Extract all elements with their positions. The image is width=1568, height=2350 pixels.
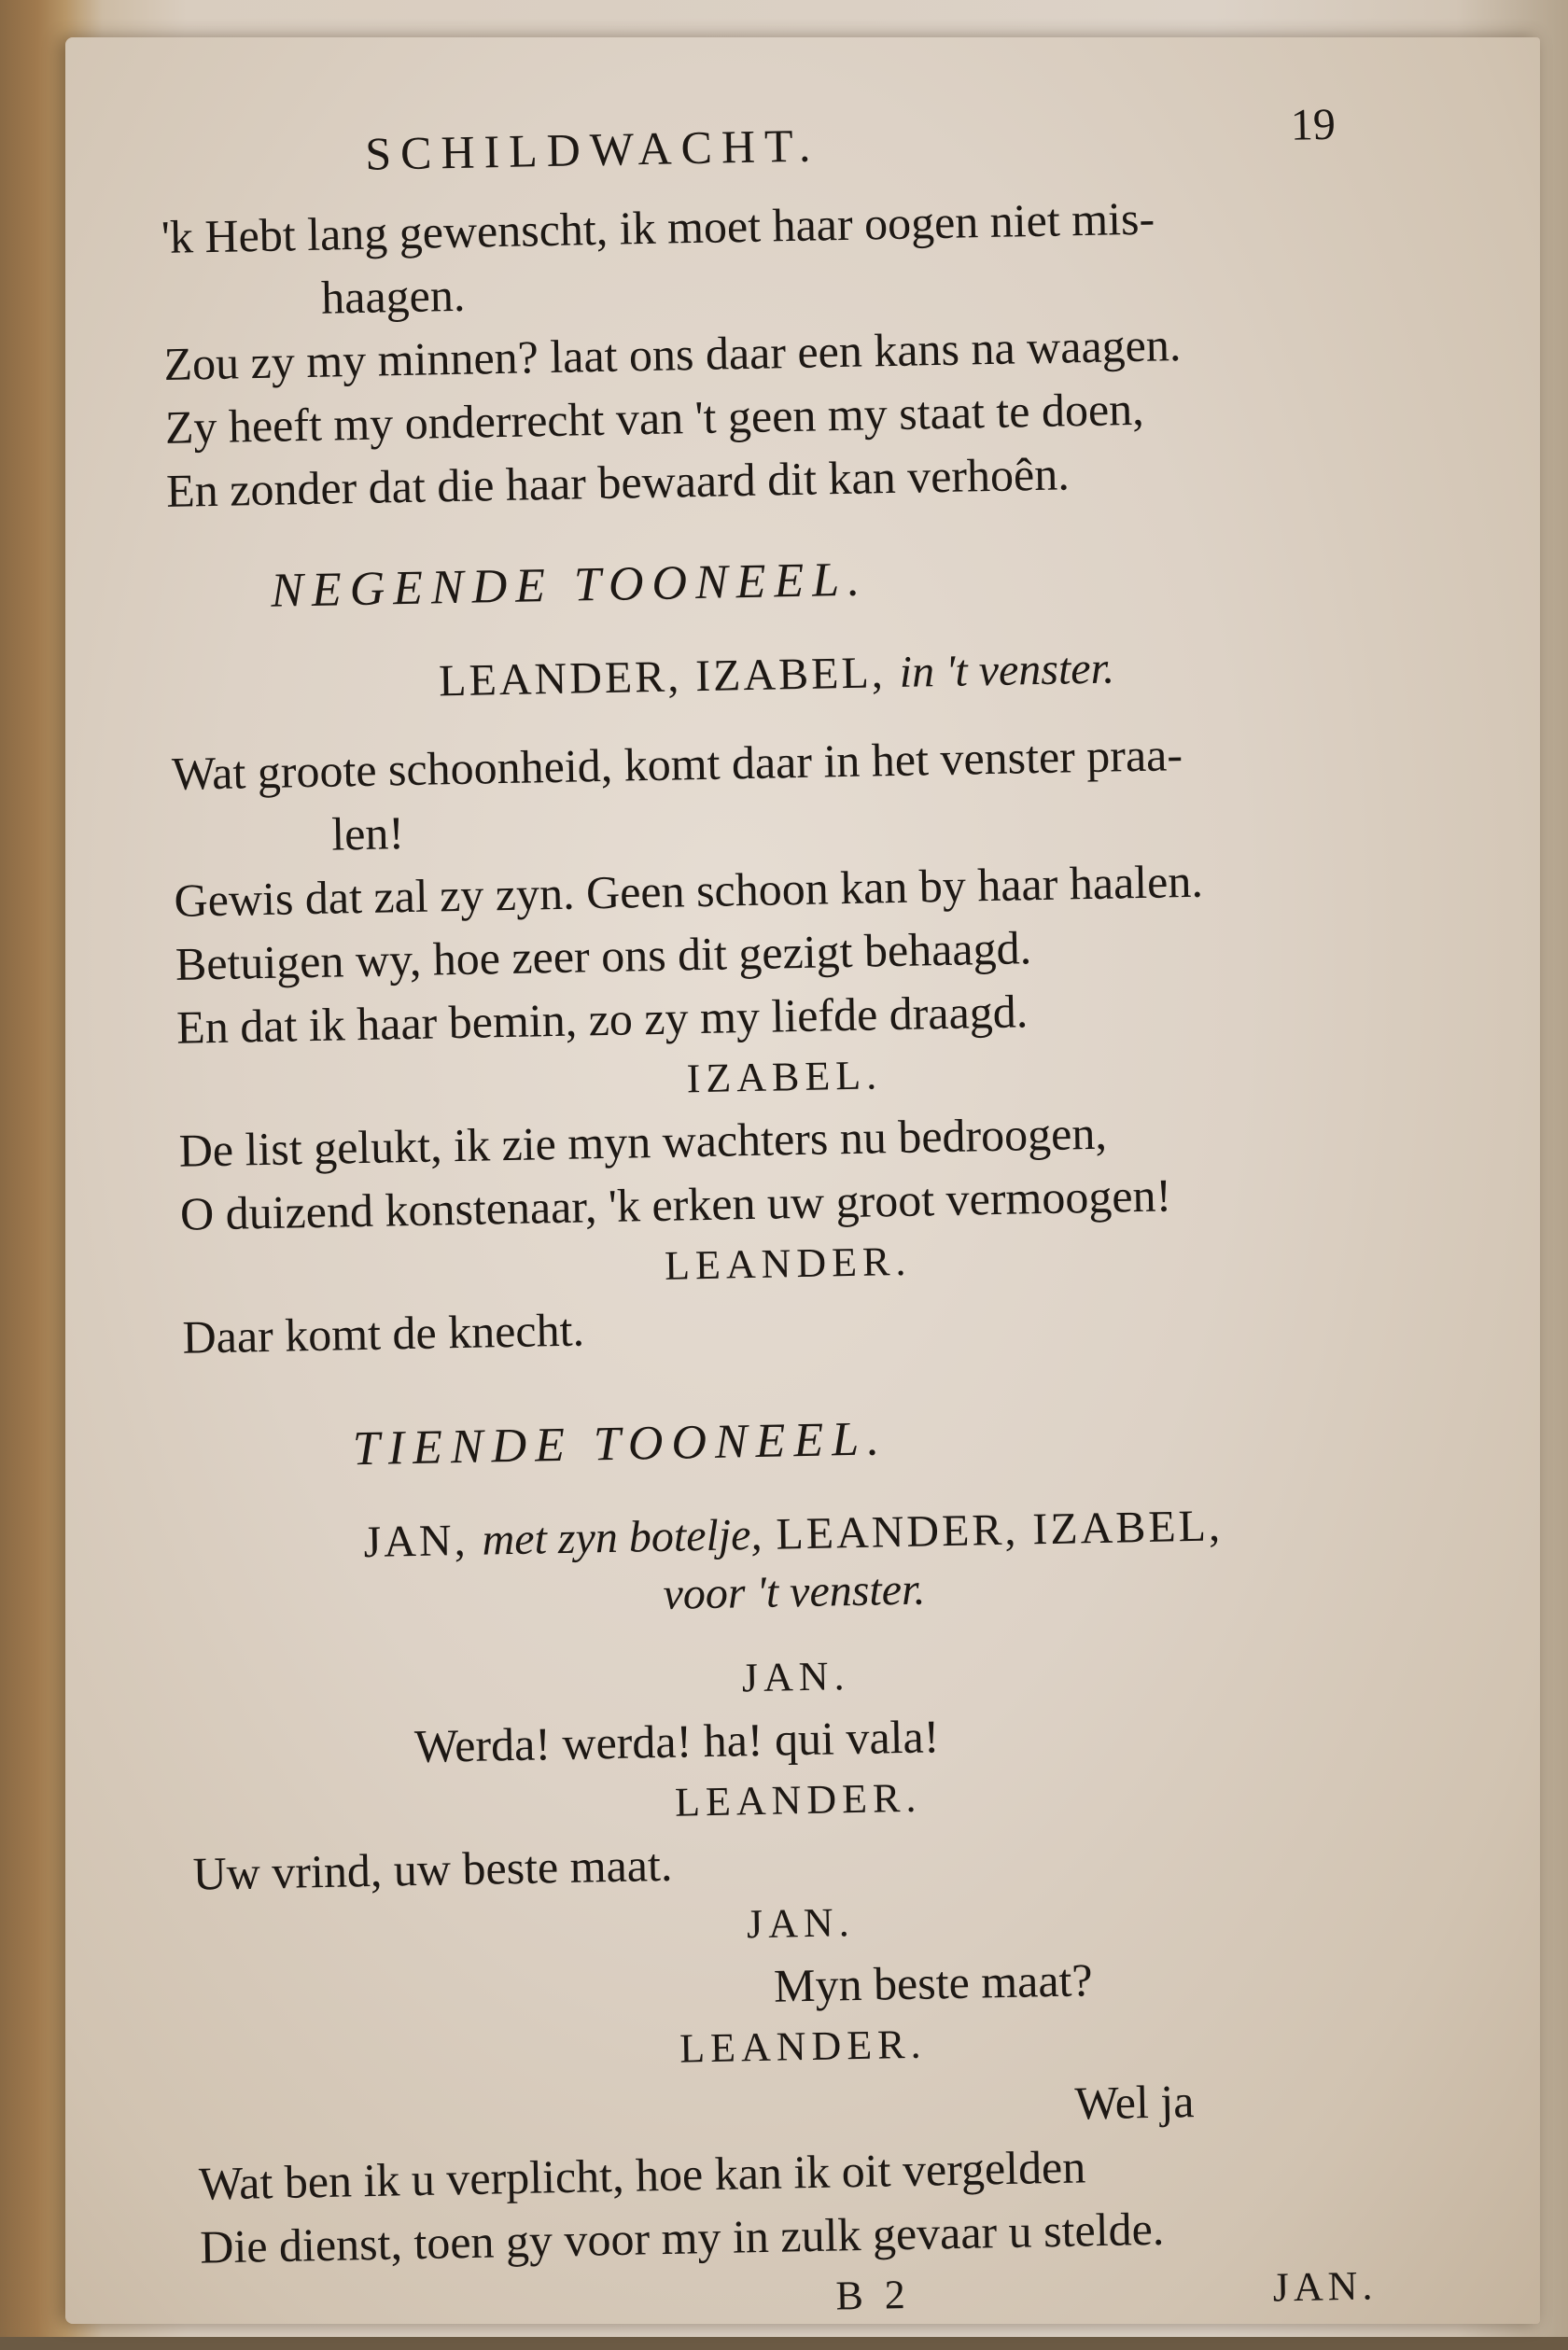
speech-leander-closing [198,2129,1413,2279]
speaker-name: JAN. [746,1899,856,1948]
verse-line: Zy heeft my onderrecht van 't geen my staat te doen, [164,382,1145,454]
verse-line: Die dienst, toen gy voor my in zulk gevaar u stelde. [199,2202,1165,2273]
verse-line: Zou zy my minnen? laat ons daar een kans na waagen. [163,318,1182,390]
dialogue-line: Wel ja [1073,2075,1195,2130]
running-title: SCHILDWACHT. [364,119,820,180]
verse-line: En zonder dat die haar bewaard dit kan verhoên. [165,447,1071,517]
scene-heading-tiende: TIENDE TOONEEL. [352,1412,889,1476]
verse-line: Daar komt de knecht. [182,1303,585,1364]
verse-turnover: haagen. [320,268,466,324]
cast-names: LEANDER, IZABEL, [438,648,887,706]
speaker-name: LEANDER. [664,1238,912,1289]
dialogue-line: Werda! werda! ha! qui vala! [413,1710,940,1773]
scene-heading-negende: NEGENDE TOONEEL. [270,553,869,618]
stage-direction: voor 't venster. [663,1564,926,1619]
running-head [159,70,1374,205]
verse-line: En dat ik haar bemin, zo zy my liefde draagd. [175,985,1029,1054]
cast-names: LEANDER, IZABEL, [775,1501,1224,1560]
cast-list-scene-9 [170,635,1384,716]
speaker-name: IZABEL. [686,1052,883,1102]
speaker-name: LEANDER. [674,1774,922,1825]
verse-line: O duizend konstenaar, 'k erken uw groot vermoogen! [179,1168,1172,1240]
cast-name: JAN, [363,1515,469,1568]
speech-leander [171,719,1390,1059]
opening-verse [161,182,1379,523]
stage-direction: met zyn botelje, [482,1509,763,1565]
dialogue-line: Uw vrind, uw beste maat. [192,1838,673,1900]
verse-line: 'k Hebt lang gewenscht, ik moet haar oogen niet mis- [161,191,1155,263]
stage-direction: in 't venster. [899,643,1115,697]
cast-list-scene-10 [186,1494,1401,1633]
speech-izabel [178,1096,1393,1246]
page-number: 19 [1290,99,1337,150]
verse-line: Betuigen wy, hoe zeer ons dit gezigt behaagd. [175,921,1032,990]
verse-line: Wat ben ik u verplicht, hoe kan ik oit vergelden [198,2140,1086,2210]
catchword: JAN. [1272,2262,1378,2311]
dialogue-line: Myn beste maat? [773,1953,1094,2012]
verse-line: Wat groote schoonheid, komt daar in het venster praa- [171,728,1183,800]
verse-line: De list gelukt, ik zie myn wachters nu bedroogen, [178,1106,1108,1177]
speaker-name: JAN. [741,1653,851,1701]
book-page [65,37,1540,2324]
verse-turnover: len! [330,806,405,860]
speaker-name: LEANDER. [679,2021,927,2072]
page-text [159,70,1415,2350]
verse-line: Gewis dat zal zy zyn. Geen schoon kan by haar haalen. [174,854,1204,927]
signature-mark: B 2 [834,2271,912,2319]
